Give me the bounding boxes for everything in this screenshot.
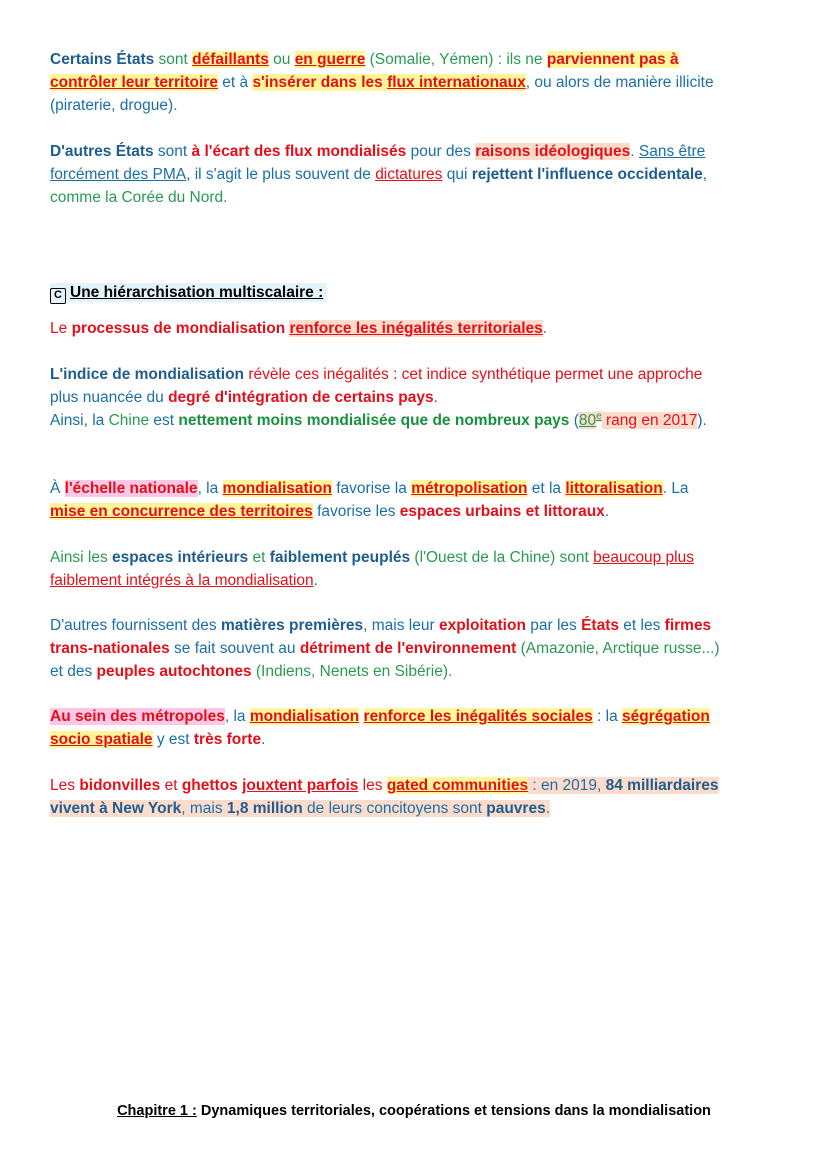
text-span: trans-nationales [50, 640, 170, 657]
text-span: favorise les [312, 503, 400, 520]
text-span: États [581, 617, 619, 634]
text-span: 80 [578, 412, 597, 429]
text-span: D'autres fournissent des [50, 617, 221, 634]
text-span: renforce les inégalités sociales [363, 708, 593, 725]
text-span: socio spatiale [50, 731, 153, 748]
text-span: est [149, 412, 179, 429]
text-span: flux internationaux [387, 74, 526, 91]
text-span: défaillants [192, 51, 269, 68]
text-span: Certains États [50, 51, 155, 68]
text-span: et [160, 777, 182, 794]
text-span: processus de mondialisation [71, 320, 286, 337]
text-span: D'autres États [50, 143, 154, 160]
text-span: faiblement intégrés à la mondialisation [50, 572, 314, 589]
paragraph-index [50, 363, 780, 432]
text-span: comme la Corée du Nord. [50, 189, 228, 206]
text-span: forcément des PMA [50, 166, 187, 183]
text-span: rang en 2017 [601, 412, 698, 429]
footer-label: Chapitre 1 : [117, 1103, 197, 1119]
text-span: bidonvilles [79, 777, 161, 794]
text-span: , mais [181, 800, 227, 817]
letter-c-box-icon: C [50, 288, 66, 304]
text-span: . La [662, 480, 689, 497]
section-title: Une hiérarchisation multiscalaire : [70, 284, 324, 301]
text-span: et [248, 549, 270, 566]
text-span: contrôler leur territoire [50, 74, 218, 91]
text-span: nettement moins mondialisée que de nombreux pays [178, 412, 570, 429]
text-span: matières premières [220, 617, 364, 634]
text-span: très forte [193, 731, 262, 748]
text-span: plus nuancée du [50, 389, 169, 406]
text-span: Les [50, 777, 80, 794]
text-span: L'indice de mondialisation [50, 366, 245, 383]
text-span: sont [153, 143, 192, 160]
text-span: pour des [406, 143, 476, 160]
text-span: renforce les inégalités territoriales [289, 320, 543, 337]
text-span: ghettos [181, 777, 238, 794]
text-span: 1,8 million [226, 800, 303, 817]
text-span: . [630, 143, 639, 160]
paragraph-metropolises [50, 705, 780, 751]
text-span: gated communities [386, 777, 529, 794]
text-span: degré d'intégration de certains pays [168, 389, 434, 406]
text-span: . [604, 503, 610, 520]
paragraph-failed-states [50, 48, 780, 117]
text-span: et la [527, 480, 566, 497]
text-span: mondialisation [222, 480, 332, 497]
text-span: détriment de l'environnement [299, 640, 517, 657]
text-span: métropolisation [411, 480, 528, 497]
text-span: espaces urbains et littoraux [399, 503, 605, 520]
text-span: , ou alors de manière illicite [525, 74, 714, 91]
text-span: . [545, 800, 551, 817]
text-span: littoralisation [565, 480, 663, 497]
page-footer [0, 1100, 828, 1123]
text-span: sont [154, 51, 193, 68]
text-span: dictatures [375, 166, 443, 183]
text-span: Le [50, 320, 72, 337]
text-span: Ainsi, la [50, 412, 109, 429]
text-span: (piraterie, drogue). [50, 97, 178, 114]
text-span: firmes [664, 617, 712, 634]
text-span: (Amazonie, Arctique russe...) [516, 640, 720, 657]
text-span: Sans être [638, 143, 706, 160]
text-span: À [50, 480, 65, 497]
text-span: favorise la [331, 480, 412, 497]
text-span: et des [50, 663, 97, 680]
text-span: Au sein des métropoles [50, 708, 225, 725]
text-span: faiblement peuplés [269, 549, 411, 566]
text-span: l'échelle nationale [64, 480, 198, 497]
text-span: beaucoup plus [593, 549, 694, 566]
text-span: raisons idéologiques [475, 143, 631, 160]
text-span: exploitation [438, 617, 526, 634]
text-span: y est [152, 731, 194, 748]
text-span: Chine [108, 412, 150, 429]
text-span: (l'Ouest de la Chine) sont [410, 549, 594, 566]
text-span: Ainsi les [50, 549, 113, 566]
text-span: en guerre [294, 51, 366, 68]
text-span: , il s'agit le plus souvent de [186, 166, 376, 183]
text-span: , [702, 166, 708, 183]
paragraph-process [50, 317, 780, 340]
text-span: et les [618, 617, 665, 634]
text-span: de leurs concitoyens sont [302, 800, 487, 817]
text-span: les [358, 777, 387, 794]
text-span: et à [217, 74, 253, 91]
paragraph-raw-materials [50, 614, 780, 683]
text-span: . [433, 389, 438, 406]
text-span: pauvres [486, 800, 546, 817]
text-span: : en 2019, [528, 777, 606, 794]
text-span: par les [525, 617, 582, 634]
text-span: mondialisation [249, 708, 360, 725]
text-span: , la [224, 708, 250, 725]
text-span: : la [592, 708, 622, 725]
text-span: . [261, 731, 266, 748]
paragraph-interior-spaces [50, 546, 780, 592]
text-span: parviennent pas à [546, 51, 679, 68]
text-span: rejettent l'influence occidentale [471, 166, 703, 183]
text-span: peuples autochtones [96, 663, 252, 680]
text-span: à l'écart des flux mondialisés [191, 143, 407, 160]
text-span: 84 milliardaires [605, 777, 719, 794]
text-span: (Somalie, Yémen) : ils ne [365, 51, 547, 68]
text-span: , la [197, 480, 223, 497]
text-span: , mais leur [363, 617, 439, 634]
paragraph-isolated-states [50, 140, 780, 209]
text-span: ). [697, 412, 707, 429]
text-span: jouxtent parfois [242, 777, 359, 794]
text-span [359, 708, 363, 725]
text-span: ou [268, 51, 295, 68]
text-span: révèle ces inégalités : cet indice synthétique permet une approche [244, 366, 703, 383]
text-span: . [542, 320, 548, 337]
text-span: . [313, 572, 318, 589]
text-span: (Indiens, Nenets en Sibérie). [251, 663, 453, 680]
text-span: se fait souvent au [169, 640, 300, 657]
text-span: qui [442, 166, 472, 183]
text-span: ségrégation [622, 708, 710, 725]
text-span: mise en concurrence des territoires [50, 503, 313, 520]
section-heading [50, 281, 327, 304]
text-span: vivent à New York [50, 800, 182, 817]
text-span: espaces intérieurs [112, 549, 249, 566]
footer-text: Dynamiques territoriales, coopérations et tensions dans la mondialisation [196, 1103, 711, 1119]
text-span: e [596, 410, 602, 422]
text-span: ( [569, 412, 579, 429]
paragraph-new-york [50, 774, 780, 820]
paragraph-national-scale [50, 477, 780, 523]
text-span: s'insérer dans les [252, 74, 388, 91]
